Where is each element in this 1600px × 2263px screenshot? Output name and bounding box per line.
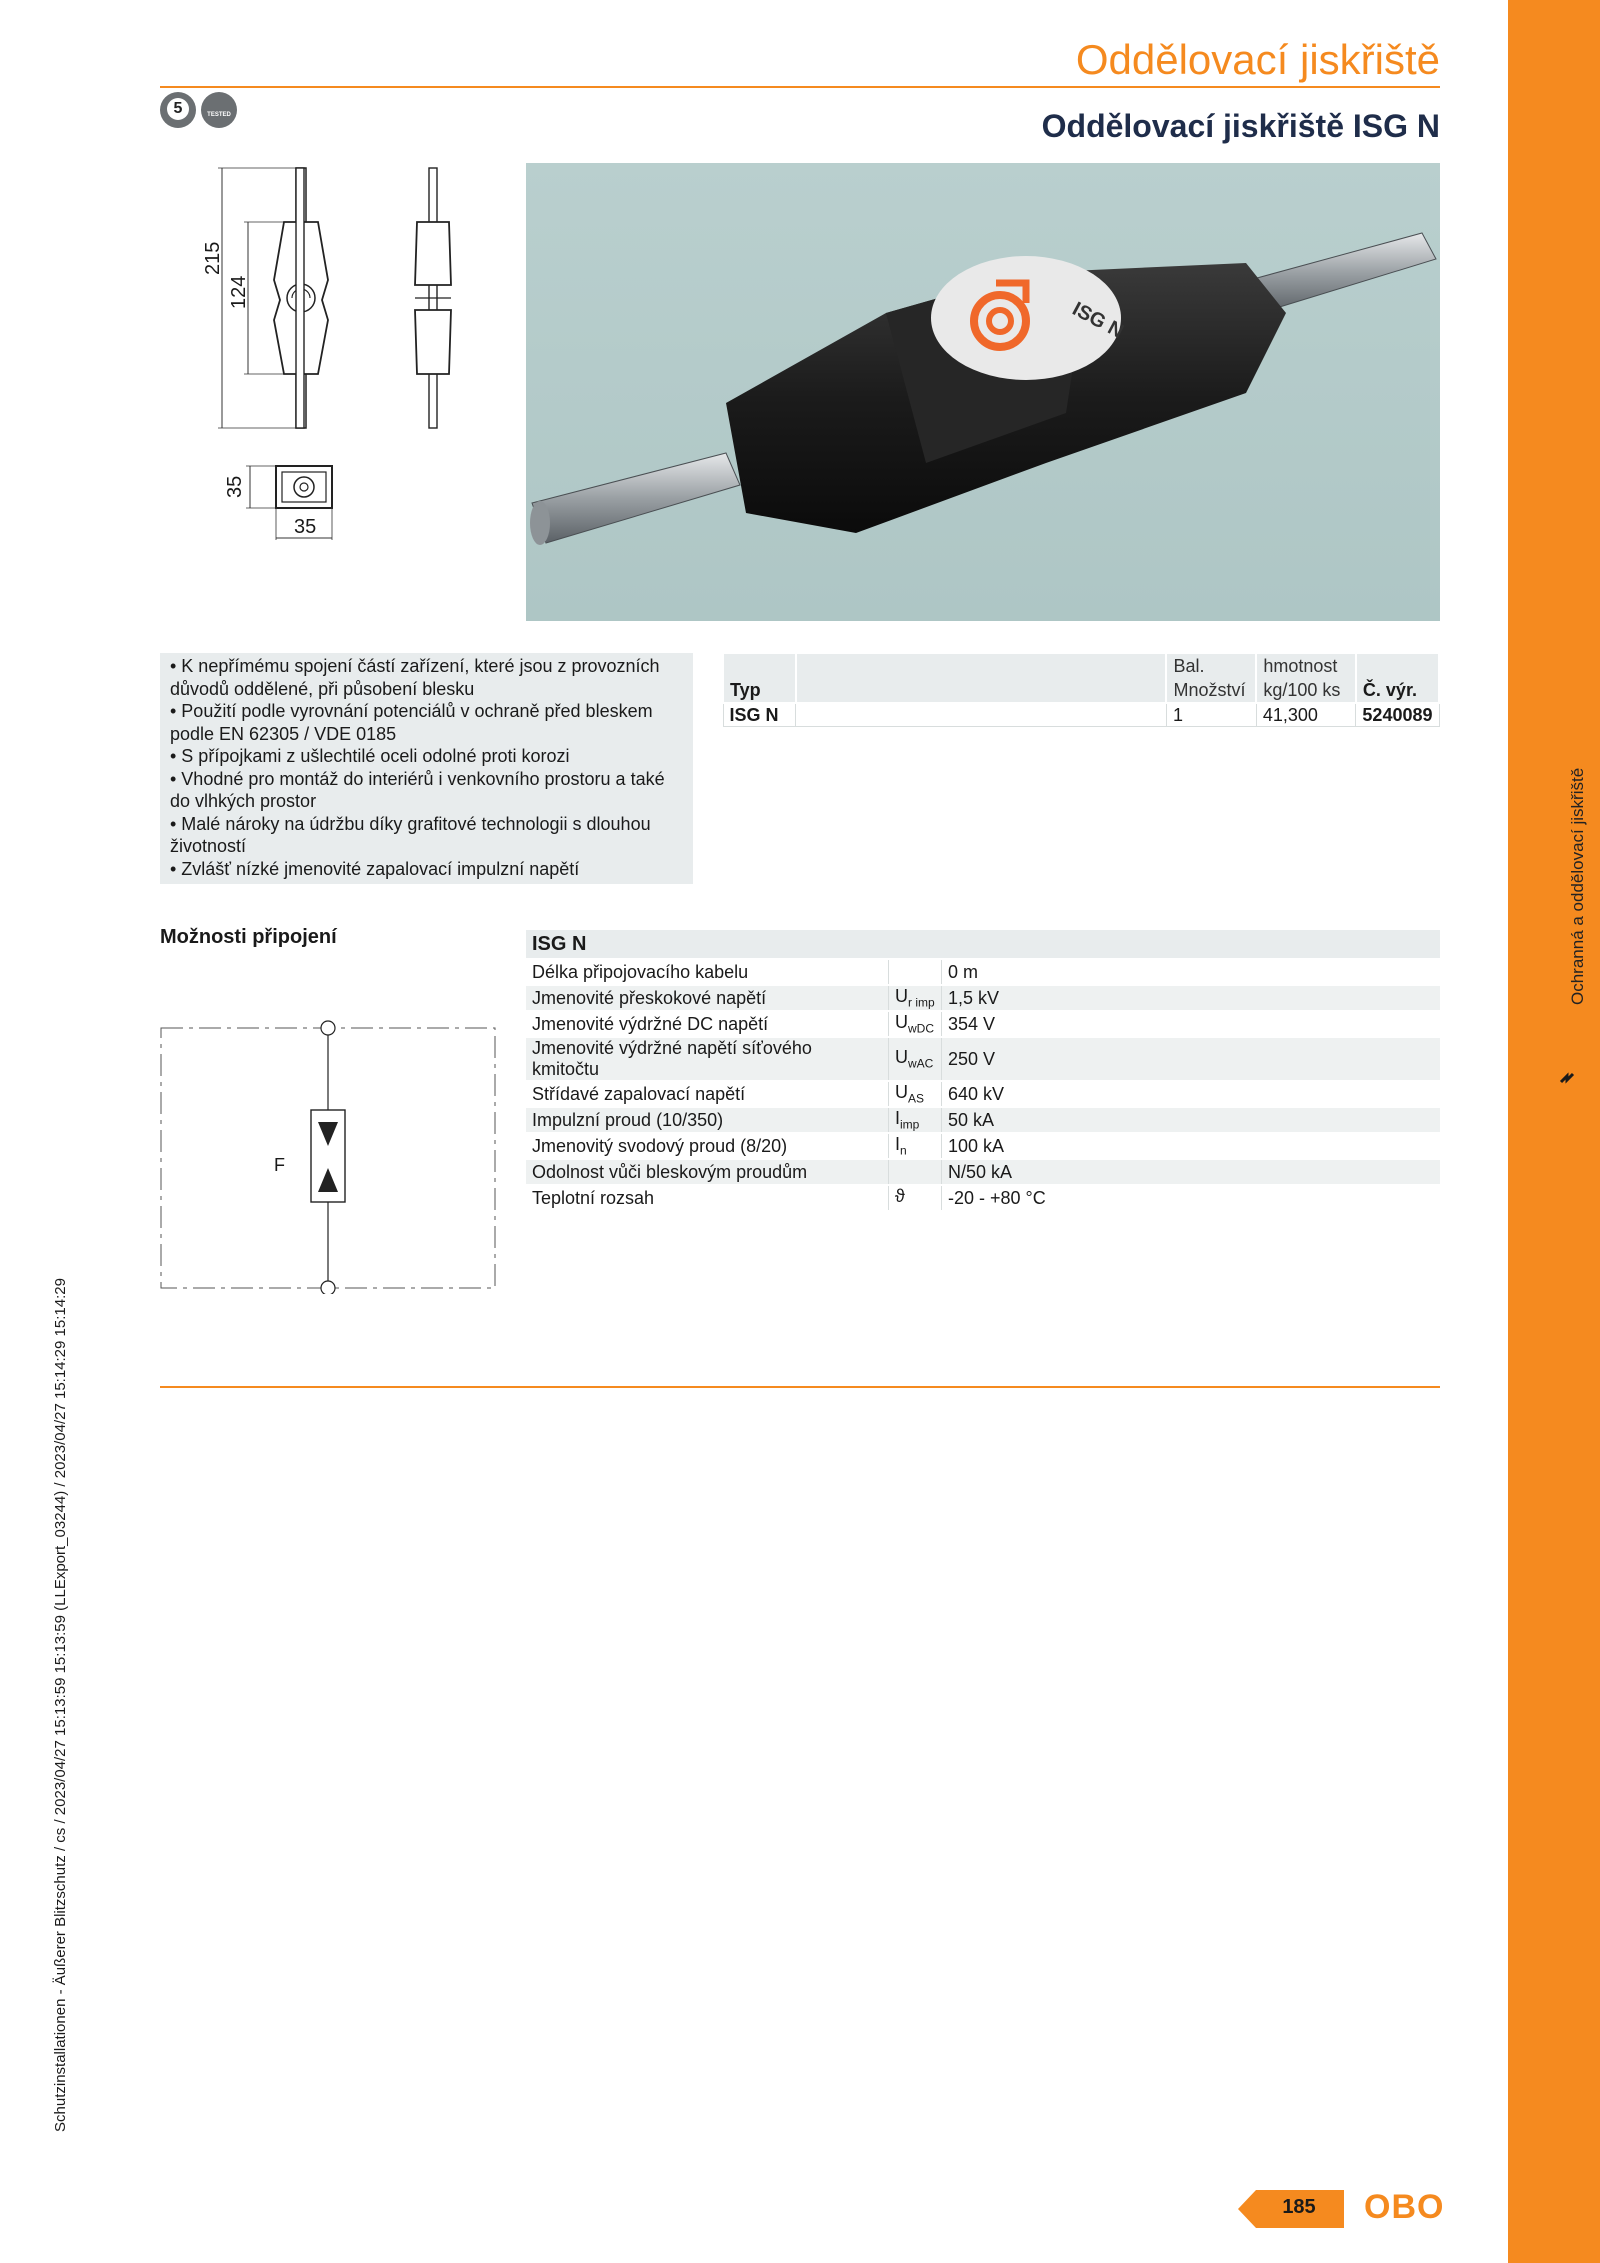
table-row — [526, 959, 1440, 985]
table-row — [526, 1011, 1440, 1037]
product-title: Oddělovací jiskřiště ISG N — [1041, 108, 1440, 144]
sidebar-band — [1508, 0, 1600, 2263]
diagram-label-f: F — [274, 1155, 285, 1175]
tech-table-title: ISG N — [526, 930, 1440, 959]
spark-gap-icon — [1558, 1070, 1576, 1088]
connection-diagram — [160, 1020, 500, 1294]
tech-row-label: Odolnost vůči bleskovým proudům — [526, 1159, 889, 1185]
tech-row-symbol — [889, 1159, 942, 1185]
feature-item: • K nepřímému spojení částí zařízení, které jsou z provozních důvodů oddělené, při působení blesku — [170, 656, 660, 699]
content-divider — [160, 1386, 1440, 1388]
bottom-view-drawing — [240, 460, 340, 540]
table-row — [526, 1159, 1440, 1185]
tech-row-label: Jmenovité výdržné napětí síťového kmitočtu — [526, 1037, 889, 1081]
feature-item: • Použití podle vyrovnání potenciálů v ochraně před bleskem podle EN 62305 / VDE 0185 — [170, 701, 653, 744]
tech-row-symbol: $U_{r imp}$ — [889, 985, 942, 1011]
tech-row-symbol: $U_{wAC}$ — [889, 1037, 942, 1081]
col-article-header: Č. výr. — [1356, 653, 1439, 703]
tech-row-label: Teplotní rozsah — [526, 1185, 889, 1211]
col-weight-header — [1256, 653, 1356, 703]
table-row — [526, 1185, 1440, 1211]
table-row — [526, 985, 1440, 1011]
feature-item: • Vhodné pro montáž do interiérů i venkovního prostoru a také do vlhkých prostor — [170, 768, 665, 811]
tech-row-label: Jmenovitý svodový proud (8/20) — [526, 1133, 889, 1159]
badge-label: TESTED — [207, 112, 231, 118]
dim-body-label: 124 — [228, 275, 250, 309]
tech-row-label: Střídavé zapalovací napětí — [526, 1081, 889, 1107]
tech-data-table — [526, 930, 1440, 1212]
tested-badge-icon — [201, 92, 237, 128]
tech-row-value: 100 kA — [942, 1133, 1441, 1159]
side-view-drawing — [405, 160, 465, 440]
tech-row-symbol: $I_n$ — [889, 1133, 942, 1159]
tech-row-value: 0 m — [942, 959, 1441, 985]
header-divider — [160, 86, 1440, 88]
feature-item: • Zvlášť nízké jmenovité zapalovací impulzní napětí — [170, 858, 580, 879]
dim-width-label: 35 — [294, 516, 317, 538]
tech-row-symbol: $I_{imp}$ — [889, 1107, 942, 1133]
obo-logo: OBO — [1364, 2188, 1445, 2226]
product-photo — [526, 163, 1440, 621]
feature-item: • S přípojkami z ušlechtilé oceli odolné proti korozi — [170, 746, 570, 766]
col-weight-line2: kg/100 ks — [1263, 680, 1341, 700]
tech-row-value: 640 kV — [942, 1081, 1441, 1107]
tech-row-label: Impulzní proud (10/350) — [526, 1107, 889, 1133]
tech-row-symbol: ϑ — [889, 1185, 942, 1211]
col-qty-header — [1166, 653, 1256, 703]
tech-row-label: Jmenovité výdržné DC napětí — [526, 1011, 889, 1037]
tech-row-value: N/50 kA — [942, 1159, 1441, 1185]
col-weight-line1: hmotnost — [1263, 656, 1338, 676]
row-weight: 41,300 — [1256, 703, 1356, 727]
footer-export-info: Schutzinstallationen - Äußerer Blitzschutz / cs / 2023/04/27 15:13:59 15:13:59 (LLExport_03244) / 2023/04/27 15:14:29 15:14:29 — [52, 1278, 69, 2132]
feature-item: • Malé nároky na údržbu díky grafitové technologii s dlouhou životností — [170, 813, 651, 856]
tech-row-value: 50 kA — [942, 1107, 1441, 1133]
row-spacer — [796, 703, 1167, 727]
row-qty: 1 — [1166, 703, 1256, 727]
row-article: 5240089 — [1356, 703, 1439, 727]
connection-title: Možnosti připojení — [160, 926, 337, 948]
tech-row-value: 354 V — [942, 1011, 1441, 1037]
badge-label: 5 — [167, 98, 189, 120]
tech-row-label: Jmenovité přeskokové napětí — [526, 985, 889, 1011]
five-year-badge-icon — [160, 92, 196, 128]
svg-text:ISG N: ISG N — [1068, 297, 1128, 343]
tech-row-value: 250 V — [942, 1037, 1441, 1081]
table-row — [526, 1133, 1440, 1159]
dim-total-label: 215 — [202, 241, 224, 275]
feature-list — [160, 653, 693, 884]
row-type: ISG N — [723, 703, 796, 727]
col-type-header: Typ — [723, 653, 796, 703]
dim-height-label: 35 — [224, 475, 246, 498]
page-number: 185 — [1282, 2196, 1316, 2218]
table-row — [723, 703, 1439, 727]
order-table — [722, 652, 1440, 727]
table-row — [526, 1081, 1440, 1107]
col-qty-line2: Množství — [1173, 680, 1246, 700]
tech-row-value: 1,5 kV — [942, 985, 1441, 1011]
col-spacer — [796, 653, 1167, 703]
col-qty-line1: Bal. — [1173, 656, 1205, 676]
tech-row-value: -20 - +80 °C — [942, 1185, 1441, 1211]
tech-row-symbol: $U_{AS}$ — [889, 1081, 942, 1107]
table-row — [526, 1037, 1440, 1081]
table-row — [526, 1107, 1440, 1133]
tech-row-label: Délka připojovacího kabelu — [526, 959, 889, 985]
tech-row-symbol — [889, 959, 942, 985]
section-title: Oddělovací jiskřiště — [1075, 36, 1440, 83]
tech-row-symbol: $U_{wDC}$ — [889, 1011, 942, 1037]
sidebar-chapter-label: Ochranná a oddělovací jiskřiště — [1568, 767, 1587, 1005]
